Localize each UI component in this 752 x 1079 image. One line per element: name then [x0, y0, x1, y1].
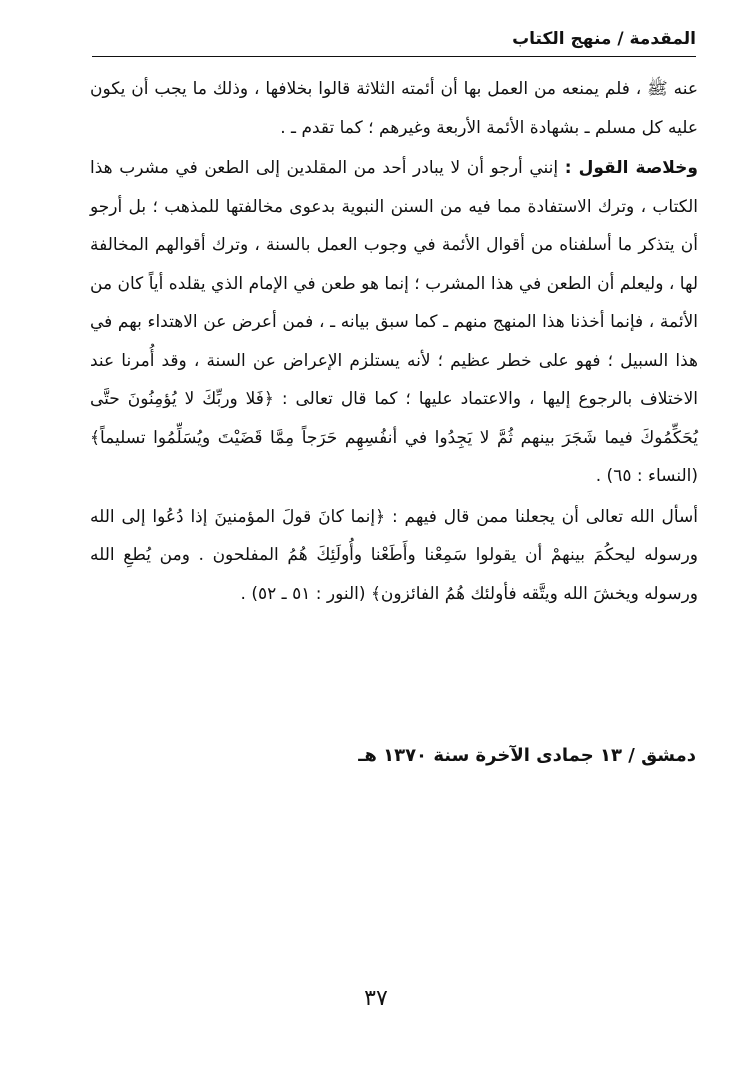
paragraph-1-text: عنه ﷺ ، فلم يمنعه من العمل بها أن أئمته الثلاثة قالوا بخلافها ، وذلك ما يجب أن يكون عليه كل مسلم ـ بشهادة الأئمة الأربعة وغيرهم ؛ كما تقدم ـ . [90, 79, 698, 138]
paragraph-2 [90, 149, 698, 496]
quran-verse-nisa: ﴿فَلا وربِّكَ لا يُؤمِنُونَ حتَّى يُحَكِّمُوكَ فيما شَجَرَ بينهم ثُمَّ لا يَجِدُوا في أنفُسِهِم حَرَجاً مِمَّا قَضَيْتَ ويُسَلِّمُوا تسليماً﴾ [90, 389, 698, 448]
paragraph-2-text: إنني أرجو أن لا يبادر أحد من المقلدين إلى الطعن في مشرب هذا الكتاب ، وترك الاستفادة مما فيه من السنن النبوية بدعوى مخالفتها للمذهب ؛ بل أرجو أن يتذكر ما أسلفناه من أقوال الأئمة في وجوب العمل بالسنة ، وترك أقوالهم المخالفة لها ، وليعلم أن الطعن في هذا المشرب ؛ إنما هو طعن في الإمام الذي يقلده أياً كان من الأئمة ، فإنما أخذنا هذا المنهج منهم ـ كما سبق بيانه ـ ، فمن أعرض عن الاهتداء بهم في هذا السبيل ؛ فهو على خطر عظيم ؛ لأنه يستلزم الإعراض عن السنة ، وقد أُمرنا عند الاختلاف بالرجوع إليها ، والاعتماد عليها ؛ كما قال تعالى : [90, 158, 698, 409]
paragraph-1 [90, 70, 698, 147]
verse-reference-nur: (النور : ٥١ ـ ٥٢) . [240, 583, 371, 604]
paragraph-3 [90, 498, 698, 614]
verse-reference-nisa: (النساء : ٦٥) . [595, 466, 698, 486]
header-divider [92, 56, 696, 57]
paragraph-3-text: أسأل الله تعالى أن يجعلنا ممن قال فيهم : [391, 506, 698, 527]
body-text [90, 70, 698, 613]
running-header: المقدمة / منهج الكتاب [512, 29, 696, 49]
page-number: ٣٧ [364, 986, 388, 1011]
paragraph-2-lead: وخلاصة القول : [564, 158, 699, 178]
quran-verse-nur: ﴿إنما كانَ قولَ المؤمنينَ إذا دُعُوا إلى الله ورسوله ليحكُمَ بينهمْ أن يقولوا سَمِعْنا وأَطَعْنا وأُولَئِكَ هُمُ المفلحون . ومن يُطعِ الله ورسوله ويخشَ الله ويتَّقه فأولئك هُمُ الفائزون﴾ [90, 506, 698, 604]
date-signature: دمشق / ١٣ جمادى الآخرة سنة ١٣٧٠ هـ [358, 745, 696, 766]
